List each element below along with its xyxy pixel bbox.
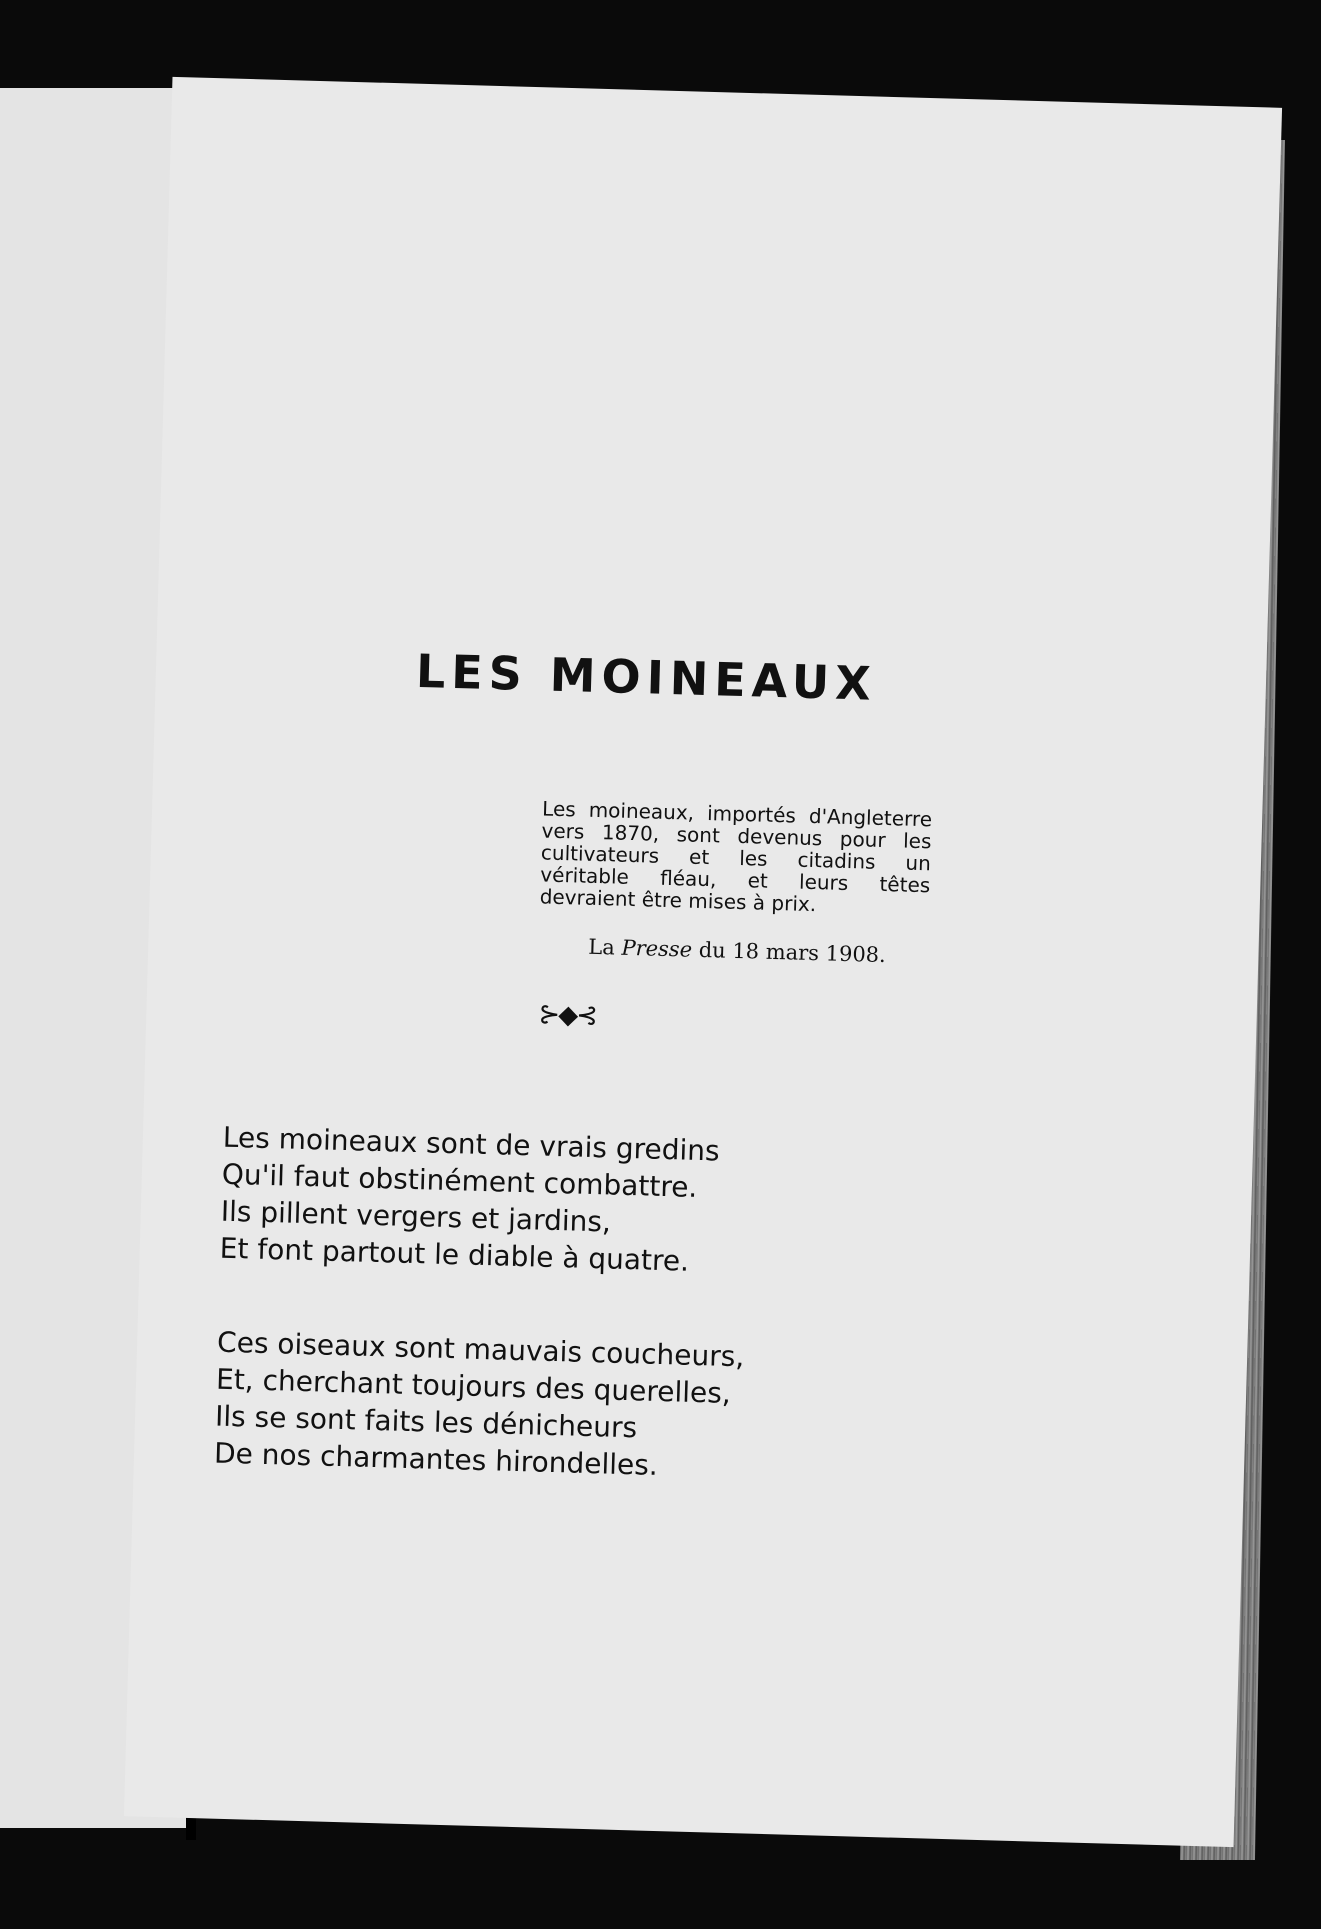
ornament-divider: ⊱◆⊰ <box>538 999 597 1032</box>
verse-line: Ces oiseaux sont mauvais coucheurs, <box>216 1325 745 1374</box>
verse-line: Ils se sont faits les dénicheurs <box>214 1399 638 1445</box>
verse-line: Les moineaux sont de vrais gredins <box>222 1120 721 1168</box>
book-page <box>124 77 1282 1847</box>
verse-line: Et font partout le diable à quatre. <box>219 1231 690 1278</box>
verse-line: Qu'il faut obstinément combattre. <box>221 1157 698 1204</box>
source-date: du 18 mars 1908. <box>698 937 887 968</box>
source-prefix: La <box>588 934 616 960</box>
verse-line: Et, cherchant toujours des querelles, <box>215 1362 732 1410</box>
poem-title: LES MOINEAUX <box>415 643 878 711</box>
epigraph-source <box>588 935 886 967</box>
epigraph <box>539 797 932 918</box>
stanza-2 <box>214 1324 778 1488</box>
source-newspaper: Presse <box>621 935 693 962</box>
stanza-1 <box>219 1119 783 1283</box>
epigraph-text: Les moineaux, importés d'Angleterre vers 1870, sont devenus pour les cultivateurs et les citadins un véritable fléau, et leurs têtes devraient être mises à prix. <box>539 796 933 917</box>
verse-line: Ils pillent vergers et jardins, <box>220 1194 612 1239</box>
verse-line: De nos charmantes hirondelles. <box>213 1436 659 1482</box>
